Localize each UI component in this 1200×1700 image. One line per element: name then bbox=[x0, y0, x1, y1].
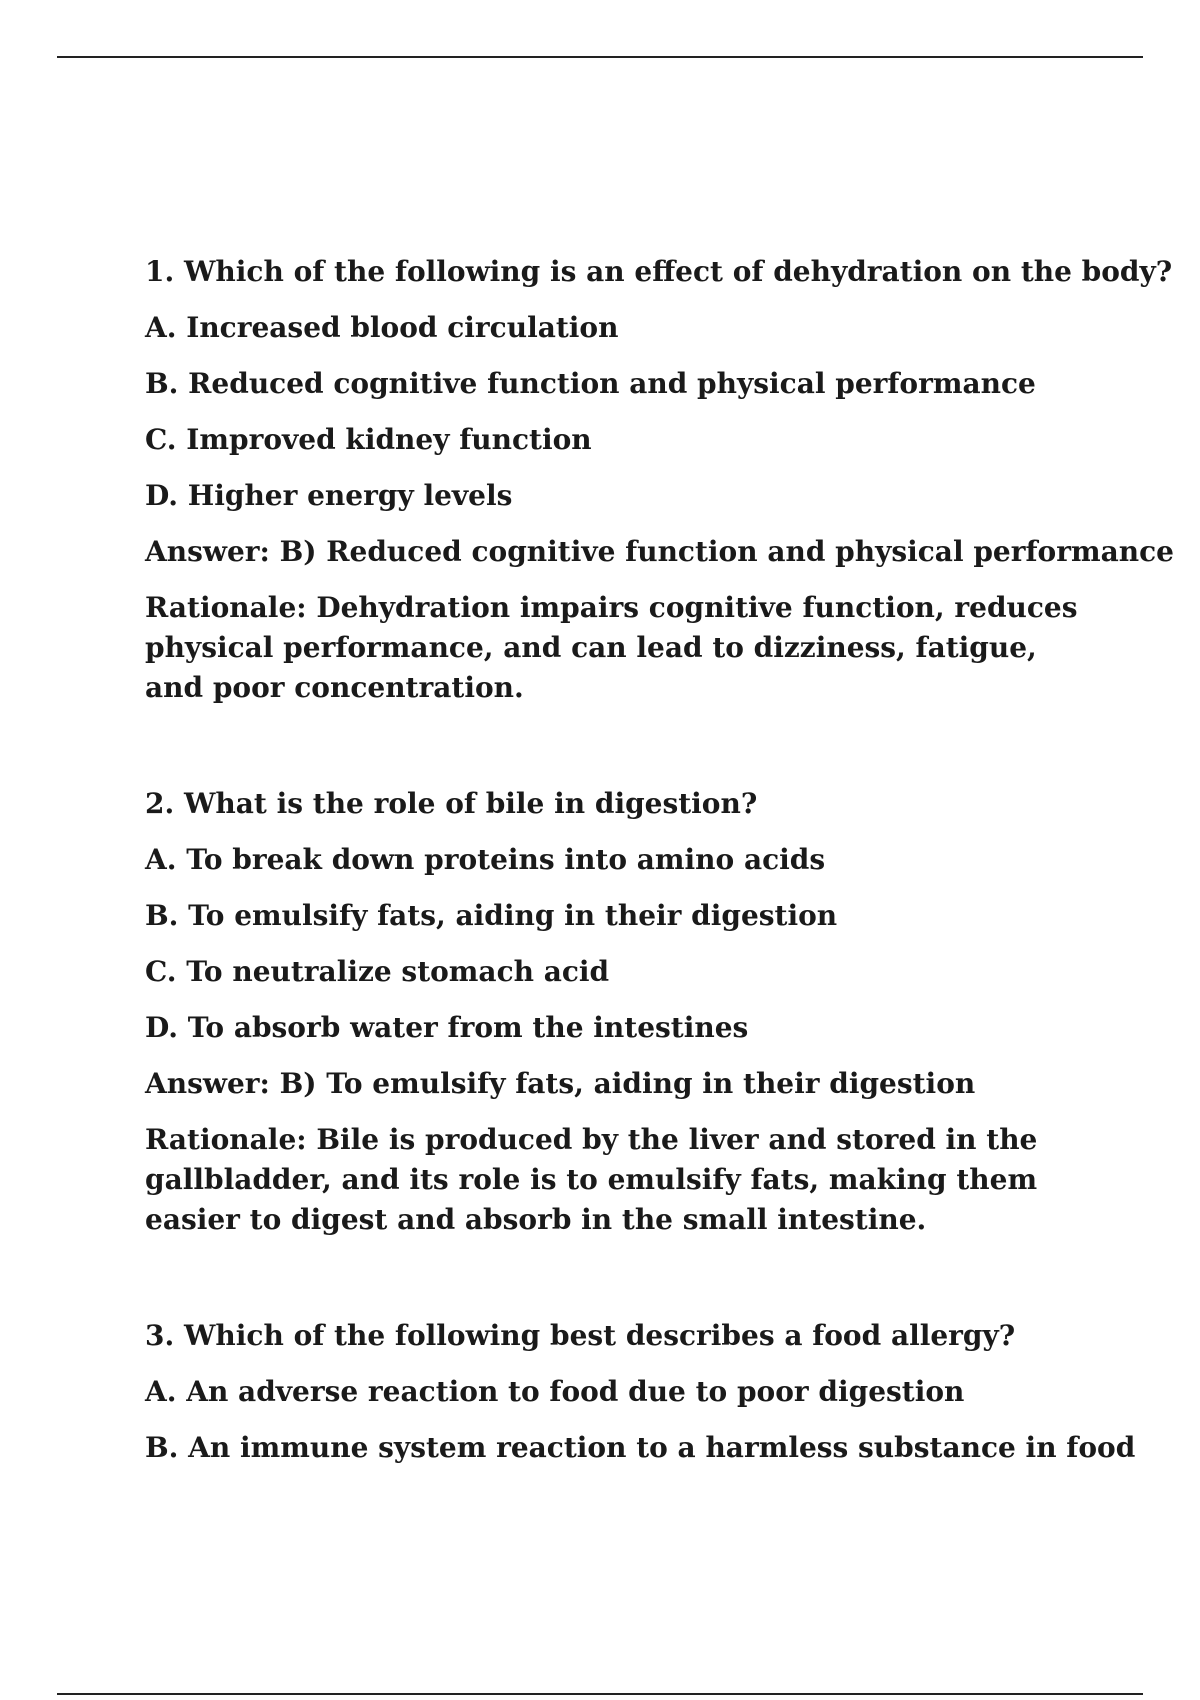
question-text: 1. Which of the following is an effect of dehydration on the body? bbox=[145, 255, 1173, 288]
question-block-2 bbox=[145, 784, 1085, 1240]
question-text: 3. Which of the following best describes a food allergy? bbox=[145, 1319, 1016, 1352]
question-block-1 bbox=[145, 252, 1174, 708]
option-a: A. Increased blood circulation bbox=[145, 311, 619, 344]
question-text: 2. What is the role of bile in digestion? bbox=[145, 787, 758, 820]
option-d: D. To absorb water from the intestines bbox=[145, 1011, 749, 1044]
document-body bbox=[145, 252, 1174, 1484]
option-a: A. To break down proteins into amino acids bbox=[145, 843, 826, 876]
option-c: C. To neutralize stomach acid bbox=[145, 955, 610, 988]
answer-text: Answer: B) Reduced cognitive function and physical performance bbox=[145, 535, 1174, 568]
rationale-text: Rationale: Dehydration impairs cognitive function, reduces physical performance, and can lead to dizziness, fatigue, and poor concentration. bbox=[145, 591, 1078, 704]
option-b: B. To emulsify fats, aiding in their digestion bbox=[145, 899, 838, 932]
question-block-3 bbox=[145, 1316, 1136, 1468]
option-b: B. An immune system reaction to a harmless substance in food bbox=[145, 1431, 1136, 1464]
option-a: A. An adverse reaction to food due to poor digestion bbox=[145, 1375, 965, 1408]
option-d: D. Higher energy levels bbox=[145, 479, 513, 512]
rationale-text: Rationale: Bile is produced by the liver and stored in the gallbladder, and its role is to emulsify fats, making them easier to digest and absorb in the small intestine. bbox=[145, 1123, 1038, 1236]
answer-text: Answer: B) To emulsify fats, aiding in their digestion bbox=[145, 1067, 976, 1100]
option-c: C. Improved kidney function bbox=[145, 423, 592, 456]
footer-divider bbox=[57, 1693, 1143, 1695]
option-b: B. Reduced cognitive function and physical performance bbox=[145, 367, 1036, 400]
header-divider bbox=[57, 56, 1143, 58]
